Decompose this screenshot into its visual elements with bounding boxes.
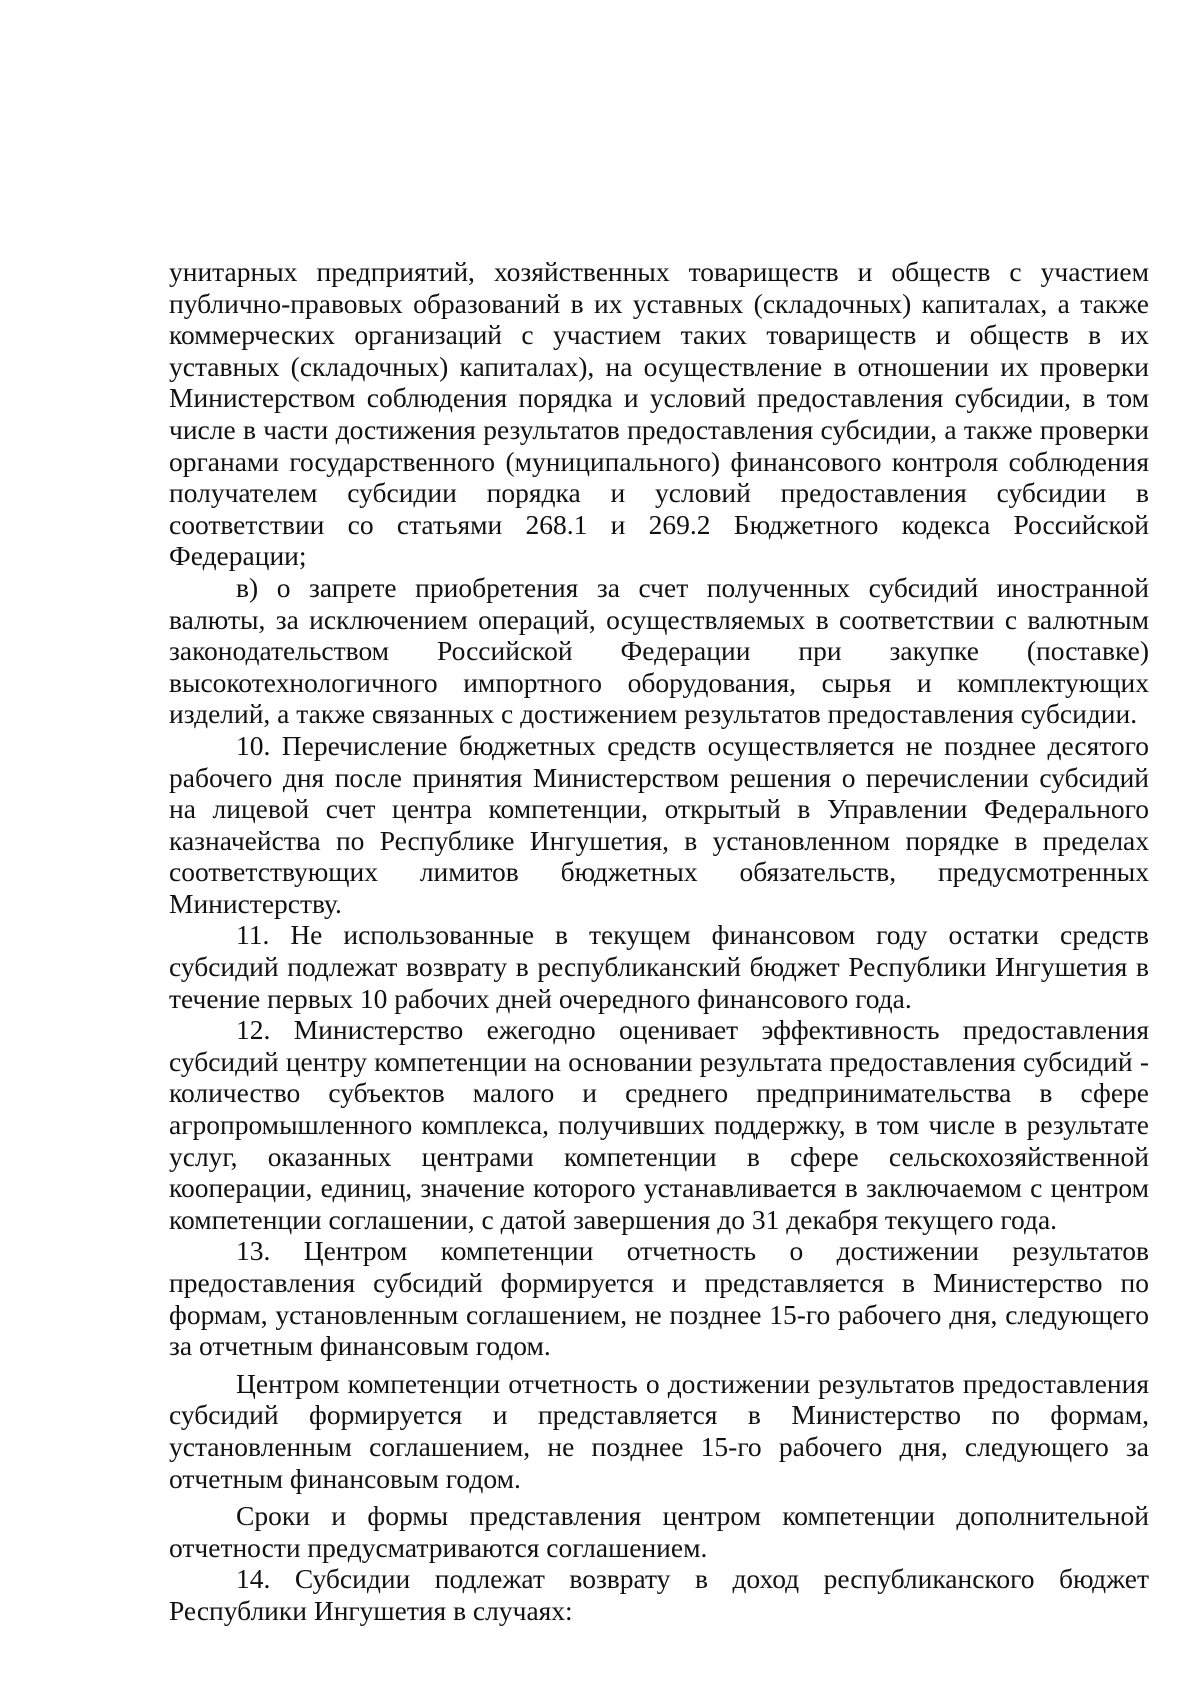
paragraph-12: 12. Министерство ежегодно оценивает эффективность предоставления субсидий центру компетенции на основании результата предоставления субсидий - количество субъектов малого и среднего предпринимательства в сфере агропромышленного комплекса, получивших поддержку, в том числе в результате услуг, оказанных центрами компетенции в сфере сельскохозяйственной кооперации, единиц, значение которого устанавливается в заключаемом с центром компетенции соглашении, с датой завершения до 31 декабря текущего года. — [169, 1014, 1149, 1235]
document-page — [169, 256, 1149, 1627]
paragraph-11: 11. Не использованные в текущем финансовом году остатки средств субсидий подлежат возврату в республиканский бюджет Республики Ингушетия в течение первых 10 рабочих дней очередного финансового года. — [169, 919, 1149, 1014]
paragraph-14: 14. Субсидии подлежат возврату в доход республиканского бюджет Республики Ингушетия в случаях: — [169, 1563, 1149, 1626]
paragraph-10: 10. Перечисление бюджетных средств осуществляется не позднее десятого рабочего дня после принятия Министерством решения о перечислении субсидий на лицевой счет центра компетенции, открытый в Управлении Федерального казначейства по Республике Ингушетия, в установленном порядке в пределах соответствующих лимитов бюджетных обязательств, предусмотренных Министерству. — [169, 729, 1149, 919]
paragraph-13: 13. Центром компетенции отчетность о достижении результатов предоставления субсидий формируется и представляется в Министерство по формам, установленным соглашением, не позднее 15-го рабочего дня, следующего за отчетным финансовым годом. — [169, 1235, 1149, 1362]
paragraph-item-v: в) о запрете приобретения за счет полученных субсидий иностранной валюты, за исключением операций, осуществляемых в соответствии с валютным законодательством Российской Федерации при закупке (поставке) высокотехнологичного импортного оборудования, сырья и комплектующих изделий, а также связанных с достижением результатов предоставления субсидии. — [169, 571, 1149, 730]
paragraph-13-reporting: Центром компетенции отчетность о достижении результатов предоставления субсидий формируется и представляется в Министерство по формам, установленным соглашением, не позднее 15-го рабочего дня, следующего за отчетным финансовым годом. — [169, 1367, 1149, 1494]
paragraph-13-terms: Сроки и формы представления центром компетенции дополнительной отчетности предусматриваются соглашением. — [169, 1500, 1149, 1563]
paragraph-continuation: унитарных предприятий, хозяйственных товариществ и обществ с участием публично-правовых образований в их уставных (складочных) капиталах, а также коммерческих организаций с участием таких товариществ и обществ в их уставных (складочных) капиталах), на осуществление в отношении их проверки Министерством соблюдения порядка и условий предоставления субсидии, в том числе в части достижения результатов предоставления субсидии, а также проверки органами государственного (муниципального) финансового контроля соблюдения получателем субсидии порядка и условий предоставления субсидии в соответствии со статьями 268.1 и 269.2 Бюджетного кодекса Российской Федерации; — [169, 256, 1149, 572]
